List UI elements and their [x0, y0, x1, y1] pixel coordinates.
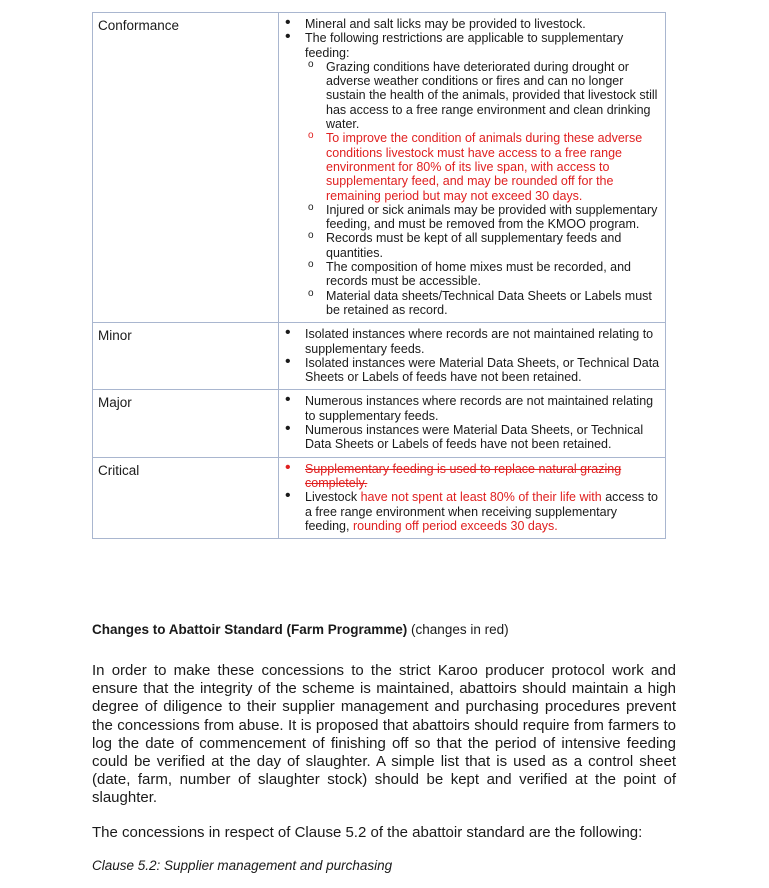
bullet-list [279, 327, 661, 384]
section-heading [92, 622, 676, 637]
bullet-item [279, 423, 661, 452]
text-segment: The composition of home mixes must be recorded, and records must be accessible. [326, 260, 632, 289]
concessions-paragraph: The concessions in respect of Clause 5.2 of the abattoir standard are the following: [92, 824, 643, 841]
requirements-cell [279, 13, 666, 323]
text-segment: Numerous instances were Material Data Sheets, or Technical Data Sheets or Labels of feeds have not been retained. [305, 423, 644, 452]
text-segment: The following restrictions are applicable to supplementary feeding: [305, 31, 624, 60]
text-segment: Numerous instances where records are not maintained relating to supplementary feeds. [305, 394, 654, 423]
section-heading-note: (changes in red) [407, 622, 509, 637]
text-segment: Grazing conditions have deteriorated during drought or adverse weather conditions or fires and can no longer sustain the health of the animals, provided that livestock still has access to a free range environment and clean drinking water. [326, 59, 658, 132]
bullet-item [279, 31, 661, 317]
sub-bullet-item [279, 203, 661, 232]
sub-bullet-list [305, 60, 661, 317]
text-segment: Isolated instances were Material Data Sheets, or Technical Data Sheets or Labels of feeds have not been retained. [305, 355, 660, 385]
bullet-item [279, 490, 661, 533]
bullet-item [279, 394, 661, 423]
bullet-item [279, 327, 661, 356]
bullet-item [279, 356, 661, 385]
compliance-table [92, 12, 666, 539]
clause-heading: Clause 5.2: Supplier management and purchasing [92, 858, 393, 873]
sub-bullet-item [279, 289, 661, 318]
sub-bullet-item [279, 131, 661, 202]
bullet-list [279, 394, 661, 451]
text-segment: Injured or sick animals may be provided with supplementary feeding, and must be removed from the KMOO program. [326, 202, 658, 232]
text-segment: rounding off period exceeds 30 days. [352, 518, 558, 533]
requirements-cell [279, 390, 666, 457]
bullet-list [279, 462, 661, 533]
table-row [93, 323, 666, 390]
level-cell: Critical [93, 457, 279, 538]
text-segment: access to a free range environment when receiving supplementary feeding, [305, 490, 658, 533]
sub-bullet-item [279, 260, 661, 289]
sub-bullet-item [279, 231, 661, 260]
level-cell: Major [93, 390, 279, 457]
section-heading-bold: Changes to Abattoir Standard (Farm Programme) [92, 622, 408, 637]
text-segment: Mineral and salt licks may be provided to livestock. [305, 17, 586, 31]
bullet-item [279, 17, 661, 31]
sub-bullet-item [279, 60, 661, 131]
text-segment: have not spent at least 80% of their life with [360, 490, 602, 505]
requirements-cell [279, 323, 666, 390]
table-row [93, 390, 666, 457]
text-segment: Livestock [305, 490, 361, 505]
bullet-list [279, 17, 661, 317]
text-segment: Isolated instances where records are not maintained relating to supplementary feeds. [305, 327, 654, 356]
text-segment: Supplementary feeding is used to replace natural grazing completely. [305, 461, 622, 490]
level-cell: Minor [93, 323, 279, 390]
body-paragraph: In order to make these concessions to the strict Karoo producer protocol work and ensure that the integrity of the scheme is maintained, abattoirs should maintain a high degree of diligence to their supplier management and purchasing procedures prevent the concessions from abuse. It is proposed that abattoirs should require from farmers to log the date of commencement of finishing off so that the period of intensive feeding could be verified at the day of slaughter. A simple list that is used as a control sheet (date, farm, number of slaughter stock) should be kept and verified at the point of slaughter. [92, 662, 676, 807]
text-segment: To improve the condition of animals during these adverse conditions livestock must have access to a free range environment for 80% of its live span, with access to supplementary feed, and may be rounded off for the remaining period but may not exceed 30 days. [326, 131, 643, 203]
text-segment: Material data sheets/Technical Data Sheets or Labels must be retained as record. [326, 288, 652, 317]
level-cell: Conformance [93, 13, 279, 323]
requirements-cell [279, 457, 666, 538]
bullet-item [279, 462, 661, 491]
table-row [93, 13, 666, 323]
text-segment: Records must be kept of all supplementary feeds and quantities. [326, 231, 622, 260]
table-row [93, 457, 666, 538]
